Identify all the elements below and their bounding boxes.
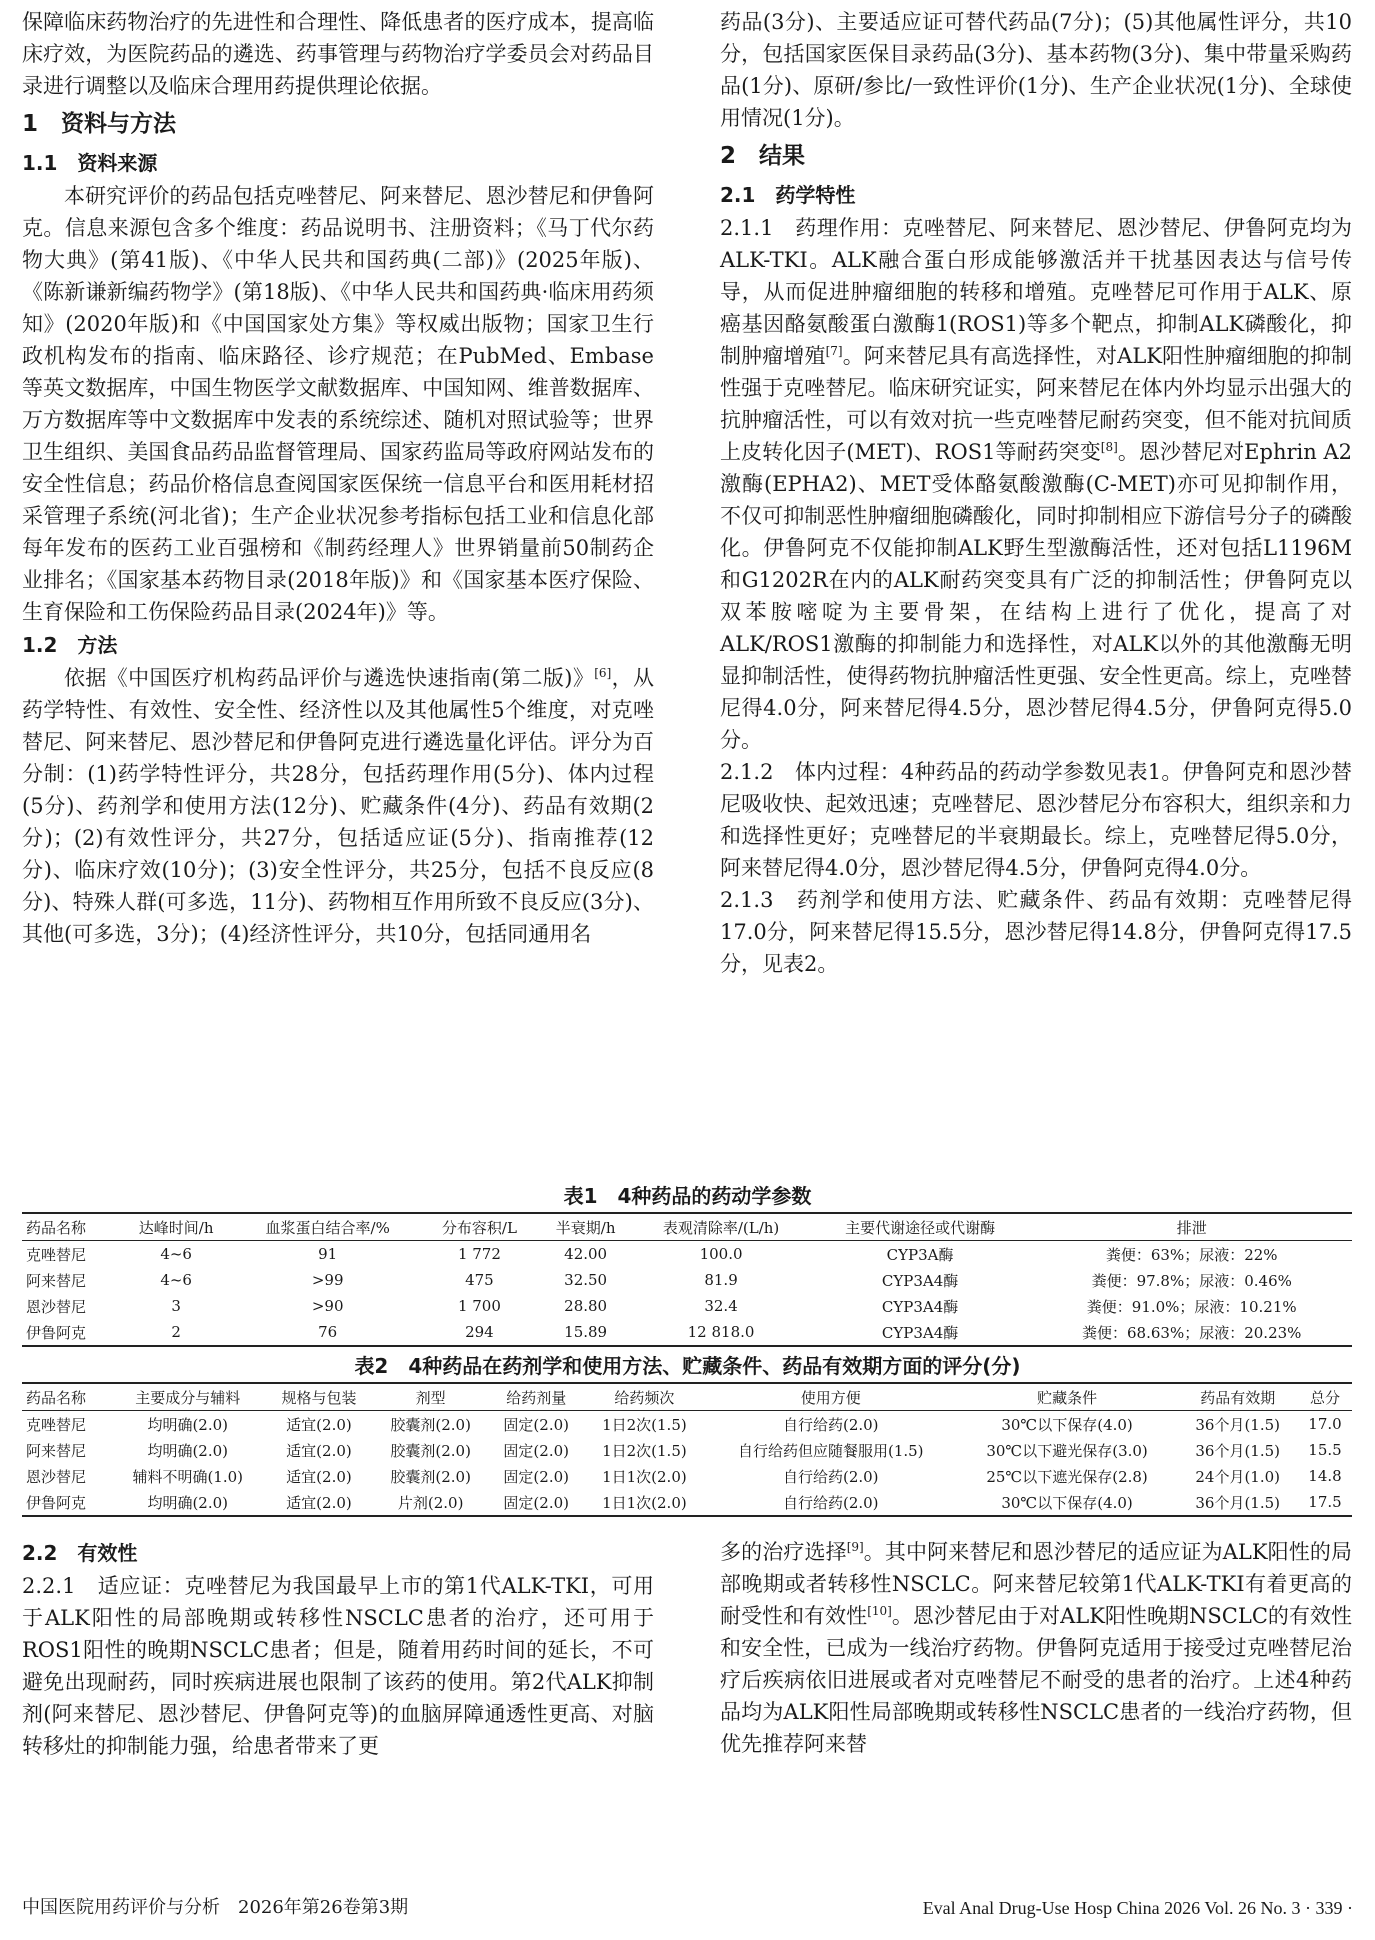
table-cell: 阿来替尼 — [26, 1441, 87, 1460]
table-cell: 自行给药(2.0) — [782, 1415, 879, 1434]
table-row — [22, 1437, 1352, 1463]
table-cell: 30℃以下保存(4.0) — [1001, 1415, 1133, 1434]
left-column-top — [22, 6, 654, 950]
table-cell: 伊鲁阿克 — [22, 1489, 111, 1516]
table-cell: 15.5 — [1308, 1441, 1342, 1459]
table-cell: 均明确(2.0) — [147, 1415, 229, 1434]
table-cell: 24个月(1.0) — [1195, 1467, 1281, 1486]
table-cell: 36个月(1.5) — [1177, 1489, 1298, 1516]
table-cell: 固定(2.0) — [488, 1489, 584, 1516]
citation-9: [9] — [846, 1540, 864, 1554]
table-1 — [22, 1212, 1352, 1347]
table-cell: 4~6 — [160, 1245, 192, 1263]
table-cell: >90 — [311, 1297, 344, 1315]
section-heading-1: 1 资料与方法 — [22, 111, 177, 137]
table-2 — [22, 1382, 1352, 1517]
table-row — [22, 1267, 1352, 1293]
table-cell: 胶囊剂(2.0) — [390, 1467, 471, 1486]
table-cell: CYP3A4酶 — [809, 1319, 1032, 1346]
table-cell: 适宜(2.0) — [286, 1467, 352, 1486]
t1-header-half-life: 半衰期/h — [538, 1213, 633, 1241]
section-heading-2: 2 结果 — [720, 143, 806, 169]
table-row — [22, 1489, 1352, 1516]
table-cell: 4~6 — [160, 1271, 192, 1289]
table-cell: 294 — [421, 1319, 538, 1346]
t1-header-volume: 分布容积/L — [421, 1213, 538, 1241]
table-cell: 均明确(2.0) — [111, 1489, 265, 1516]
right-column-bottom — [720, 1536, 1352, 1760]
t1-header-excretion: 排泄 — [1031, 1213, 1352, 1241]
paragraph-methods — [22, 662, 654, 950]
left-column-bottom — [22, 1536, 654, 1762]
pharmaceutics-text: 克唑替尼得17.0分，阿来替尼得15.5分，恩沙替尼得14.8分，伊鲁阿克得17.5分，见表2。 — [720, 888, 1352, 976]
table-cell: 适宜(2.0) — [265, 1489, 373, 1516]
t1-header-clearance: 表观清除率/(L/h) — [633, 1213, 808, 1241]
indications-cont-b: 。其中阿来替尼和恩沙替尼的适应证为ALK阳性的局部晚期或者转移性NSCLC。阿来替尼较第1代ALK-TKI有着更高的耐受性和有效性 — [720, 1540, 1352, 1628]
t1-header-metabolism: 主要代谢途径或代谢酶 — [809, 1213, 1032, 1241]
citation-8: [8] — [1100, 440, 1118, 454]
table-cell: 片剂(2.0) — [373, 1489, 488, 1516]
table-cell: 适宜(2.0) — [286, 1415, 352, 1434]
table-cell: 固定(2.0) — [503, 1467, 569, 1486]
table-cell: 1 700 — [457, 1297, 501, 1315]
subsection-2-1-2-label: 2.1.2 体内过程： — [720, 760, 901, 784]
t2-header-frequency: 给药频次 — [584, 1383, 705, 1411]
table-cell: 1 772 — [457, 1245, 501, 1263]
table-cell: 固定(2.0) — [503, 1415, 569, 1434]
table-cell: 自行给药(2.0) — [705, 1489, 957, 1516]
t2-header-convenience: 使用方便 — [705, 1383, 957, 1411]
table-cell: 475 — [465, 1271, 494, 1289]
table-cell: CYP3A酶 — [886, 1245, 954, 1264]
table-cell: 自行给药(2.0) — [782, 1467, 879, 1486]
table-cell: 17.5 — [1298, 1489, 1352, 1516]
t2-header-storage: 贮藏条件 — [957, 1383, 1178, 1411]
paragraph-sources: 本研究评价的药品包括克唑替尼、阿来替尼、恩沙替尼和伊鲁阿克。信息来源包含多个维度：药品说明书、注册资料；《马丁代尔药物大典》(第41版)、《中华人民共和国药典(二部)》(2025年版)、《陈新谦新编药物学》(第18版)、《中华人民共和国药典·临床用药须知》(2020年版)和《中国国家处方集》等权威出版物；国家卫生行政机构发布的指南、临床路径、诊疗规范；在PubMed、Embase等英文数据库，中国生物医学文献数据库、中国知网、维普数据库、万方数据库等中文数据库中发表的系统综述、随机对照试验等；世界卫生组织、美国食品药品监督管理局、国家药监局等政府网站发布的安全性信息；药品价格信息查阅国家医保统一信息平台和医用耗材招采管理子系统(河北省)；生产企业状况参考指标包括工业和信息化部每年发布的医药工业百强榜和《制药经理人》世界销量前50制药企业排名；《国家基本药物目录(2018年版)》和《国家基本医疗保险、生育保险和工伤保险药品目录(2024年)》等。 — [22, 184, 654, 624]
table-cell: 恩沙替尼 — [26, 1467, 87, 1486]
table-cell: 1日2次(1.5) — [602, 1415, 687, 1434]
t2-header-ingredients: 主要成分与辅料 — [111, 1383, 265, 1411]
right-column-top — [720, 6, 1352, 980]
table-cell: 17.0 — [1308, 1415, 1342, 1433]
paragraph-indications — [22, 1570, 654, 1762]
section-heading-1-2: 1.2 方法 — [22, 633, 118, 657]
pharmacology-text-b: 。阿来替尼具有高选择性，对ALK阳性肿瘤细胞的抑制性强于克唑替尼。临床研究证实，阿来替尼在体内外均显示出强大的抗肿瘤活性，可以有效对抗一些克唑替尼耐药突变，但不能对抗间质上皮转化因子(MET)、ROS1等耐药突变 — [720, 344, 1352, 464]
table-cell: 30℃以下保存(4.0) — [957, 1489, 1178, 1516]
table-cell: 76 — [234, 1319, 420, 1346]
table-cell: 36个月(1.5) — [1195, 1441, 1281, 1460]
citation-7: [7] — [825, 344, 843, 358]
table-cell: 32.4 — [704, 1297, 738, 1315]
section-heading-2-2: 2.2 有效性 — [22, 1541, 138, 1565]
paragraph-intro-continued: 保障临床药物治疗的先进性和合理性、降低患者的医疗成本，提高临床疗效，为医院药品的遴选、药事管理与药物治疗学委员会对药品目录进行调整以及临床合理用药提供理论依据。 — [22, 10, 654, 98]
table-cell: 28.80 — [564, 1297, 608, 1315]
table-row — [22, 1293, 1352, 1319]
table-row — [22, 1463, 1352, 1489]
table-cell: 1日1次(2.0) — [584, 1489, 705, 1516]
table-cell: 1日1次(2.0) — [602, 1467, 687, 1486]
t1-header-tmax: 达峰时间/h — [118, 1213, 235, 1241]
table-cell: 36个月(1.5) — [1195, 1415, 1281, 1434]
table-cell: 2 — [118, 1319, 235, 1346]
table-cell: 81.9 — [704, 1271, 738, 1289]
table-cell: >99 — [311, 1271, 344, 1289]
citation-6: [6] — [594, 666, 612, 680]
methods-text-b: ，从药学特性、有效性、安全性、经济性以及其他属性5个维度，对克唑替尼、阿来替尼、恩沙替尼和伊鲁阿克进行遴选量化评估。评分为百分制：(1)药学特性评分，共28分，包括药理作用(5分)、体内过程(5分)、药剂学和使用方法(12分)、贮藏条件(4分)、药品有效期(2分)；(2)有效性评分，共27分，包括适应证(5分)、指南推荐(12分)、临床疗效(10分)；(3)安全性评分，共25分，包括不良反应(8分)、特殊人群(可多选，11分)、药物相互作用所致不良反应(3分)、其他(可多选，3分)；(4)经济性评分，共10分，包括同通用名 — [22, 666, 655, 946]
table-cell: 粪便：68.63%；尿液：20.23% — [1031, 1319, 1352, 1346]
table-cell: 1日2次(1.5) — [602, 1441, 687, 1460]
table-cell: 伊鲁阿克 — [22, 1319, 118, 1346]
journal-footer-right: Eval Anal Drug-Use Hosp China 2026 Vol. 26 No. 3 · 339 · — [922, 1898, 1353, 1918]
table-cell: 克唑替尼 — [26, 1245, 87, 1264]
t2-header-dose: 给药剂量 — [488, 1383, 584, 1411]
table-row — [22, 1319, 1352, 1346]
table-row — [22, 1241, 1352, 1268]
paragraph-pharmacology — [720, 212, 1352, 756]
table-1-title: 表1 4种药品的药动学参数 — [563, 1184, 812, 1208]
t2-header-package: 规格与包装 — [265, 1383, 373, 1411]
table-cell: 自行给药但应随餐服用(1.5) — [737, 1441, 924, 1460]
table-2-title: 表2 4种药品在药剂学和使用方法、贮藏条件、药品有效期方面的评分(分) — [354, 1354, 1021, 1378]
section-heading-2-1: 2.1 药学特性 — [720, 183, 856, 207]
table-cell: 91 — [318, 1245, 338, 1263]
table-cell: 42.00 — [564, 1245, 608, 1263]
paragraph-methods-continued: 药品(3分)、主要适应证可替代药品(7分)；(5)其他属性评分，共10分，包括国家医保目录药品(3分)、基本药物(3分)、集中带量采购药品(1分)、原研/参比/一致性评价(1分)、生产企业状况(1分)、全球使用情况(1分)。 — [720, 10, 1352, 130]
t1-header-drug: 药品名称 — [22, 1213, 118, 1241]
pharmacology-text-a: 克唑替尼、阿来替尼、恩沙替尼、伊鲁阿克均为ALK-TKI。ALK融合蛋白形成能够激活并干扰基因表达与信号传导，从而促进肿瘤细胞的转移和增殖。克唑替尼可作用于ALK、原癌基因酪氨酸蛋白激酶1(ROS1)等多个靶点，抑制ALK磷酸化，抑制肿瘤增殖 — [720, 216, 1353, 368]
indications-text: 克唑替尼为我国最早上市的第1代ALK-TKI，可用于ALK阳性的局部晚期或转移性NSCLC患者的治疗，还可用于ROS1阳性的晚期NSCLC患者；但是，随着用药时间的延长，不可避免出现耐药，同时疾病进展也限制了该药的使用。第2代ALK抑制剂(阿来替尼、恩沙替尼、伊鲁阿克等)的血脑屏障通透性更高、对脑转移灶的抑制能力强，给患者带来了更 — [22, 1574, 655, 1758]
indications-cont-c: 。恩沙替尼由于对ALK阳性晚期NSCLC的有效性和安全性，已成为一线治疗药物。伊鲁阿克适用于接受过克唑替尼治疗后疾病依旧进展或者对克唑替尼不耐受的患者的治疗。上述4种药品均为ALK阳性局部晚期或转移性NSCLC患者的一线治疗药物，但优先推荐阿来替 — [720, 1604, 1353, 1756]
t2-header-shelf-life: 药品有效期 — [1177, 1383, 1298, 1411]
citation-10: [10] — [867, 1604, 892, 1618]
table-cell: 25℃以下遮光保存(2.8) — [986, 1467, 1148, 1486]
t1-header-protein-binding: 血浆蛋白结合率/% — [234, 1213, 420, 1241]
paragraph-pharmaceutics — [720, 884, 1352, 980]
table-cell: CYP3A4酶 — [881, 1271, 959, 1290]
indications-cont-a: 多的治疗选择 — [720, 1540, 847, 1564]
table-cell: 3 — [171, 1297, 181, 1315]
table-cell: 32.50 — [564, 1271, 608, 1289]
table-cell: 粪便：91.0%；尿液：10.21% — [1086, 1297, 1297, 1316]
table-cell: 阿来替尼 — [26, 1271, 87, 1290]
table-cell: 30℃以下避光保存(3.0) — [986, 1441, 1148, 1460]
table-cell: 胶囊剂(2.0) — [390, 1415, 471, 1434]
table-cell: 15.89 — [538, 1319, 633, 1346]
journal-footer-left: 中国医院用药评价与分析 2026年第26卷第3期 — [22, 1897, 409, 1918]
table-cell: 均明确(2.0) — [147, 1441, 229, 1460]
subsection-2-1-1-label: 2.1.1 药理作用： — [720, 216, 903, 240]
table-cell: 100.0 — [699, 1245, 743, 1263]
paragraph-pharmacokinetics — [720, 756, 1352, 884]
subsection-2-2-1-label: 2.2.1 适应证： — [22, 1574, 185, 1598]
table-cell: 适宜(2.0) — [286, 1441, 352, 1460]
table-cell: 固定(2.0) — [503, 1441, 569, 1460]
table-cell: 恩沙替尼 — [26, 1297, 87, 1316]
table-cell: 克唑替尼 — [26, 1415, 87, 1434]
t2-header-dosage-form: 剂型 — [373, 1383, 488, 1411]
table-cell: 辅料不明确(1.0) — [132, 1467, 244, 1486]
table-row — [22, 1411, 1352, 1438]
table-cell: CYP3A4酶 — [881, 1297, 959, 1316]
table-cell: 14.8 — [1308, 1467, 1342, 1485]
subsection-2-1-3-label: 2.1.3 药剂学和使用方法、贮藏条件、药品有效期： — [720, 888, 1242, 912]
t2-header-drug: 药品名称 — [22, 1383, 111, 1411]
pharmacokinetics-text: 4种药品的药动学参数见表1。伊鲁阿克和恩沙替尼吸收快、起效迅速；克唑替尼、恩沙替尼分布容积大，组织亲和力和选择性更好；克唑替尼的半衰期最长。综上，克唑替尼得5.0分，阿来替尼得4.0分，恩沙替尼得4.5分，伊鲁阿克得4.0分。 — [720, 760, 1352, 880]
paragraph-indications-continued — [720, 1536, 1352, 1760]
table-cell: 胶囊剂(2.0) — [390, 1441, 471, 1460]
t2-header-total: 总分 — [1298, 1383, 1352, 1411]
table-cell: 粪便：63%；尿液：22% — [1105, 1245, 1278, 1264]
table-cell: 12 818.0 — [633, 1319, 808, 1346]
section-heading-1-1: 1.1 资料来源 — [22, 151, 158, 175]
methods-text-a: 依据《中国医疗机构药品评价与遴选快速指南(第二版)》 — [64, 666, 595, 690]
table-cell: 粪便：97.8%；尿液：0.46% — [1091, 1271, 1292, 1290]
pharmacology-text-c: 。恩沙替尼对Ephrin A2激酶(EPHA2)、MET受体酪氨酸激酶(C-MET)亦可见抑制作用，不仅可抑制恶性肿瘤细胞磷酸化，同时抑制相应下游信号分子的磷酸化。伊鲁阿克不仅能抑制ALK野生型激酶活性，还对包括L1196M和G1202R在内的ALK耐药突变具有广泛的抑制活性；伊鲁阿克以双苯胺嘧啶为主要骨架，在结构上进行了优化，提高了对ALK/ROS1激酶的抑制能力和选择性，对ALK以外的其他激酶无明显抑制活性，使得药物抗肿瘤活性更强、安全性更高。综上，克唑替尼得4.0分，阿来替尼得4.5分，恩沙替尼得4.5分，伊鲁阿克得5.0分。 — [720, 440, 1353, 752]
